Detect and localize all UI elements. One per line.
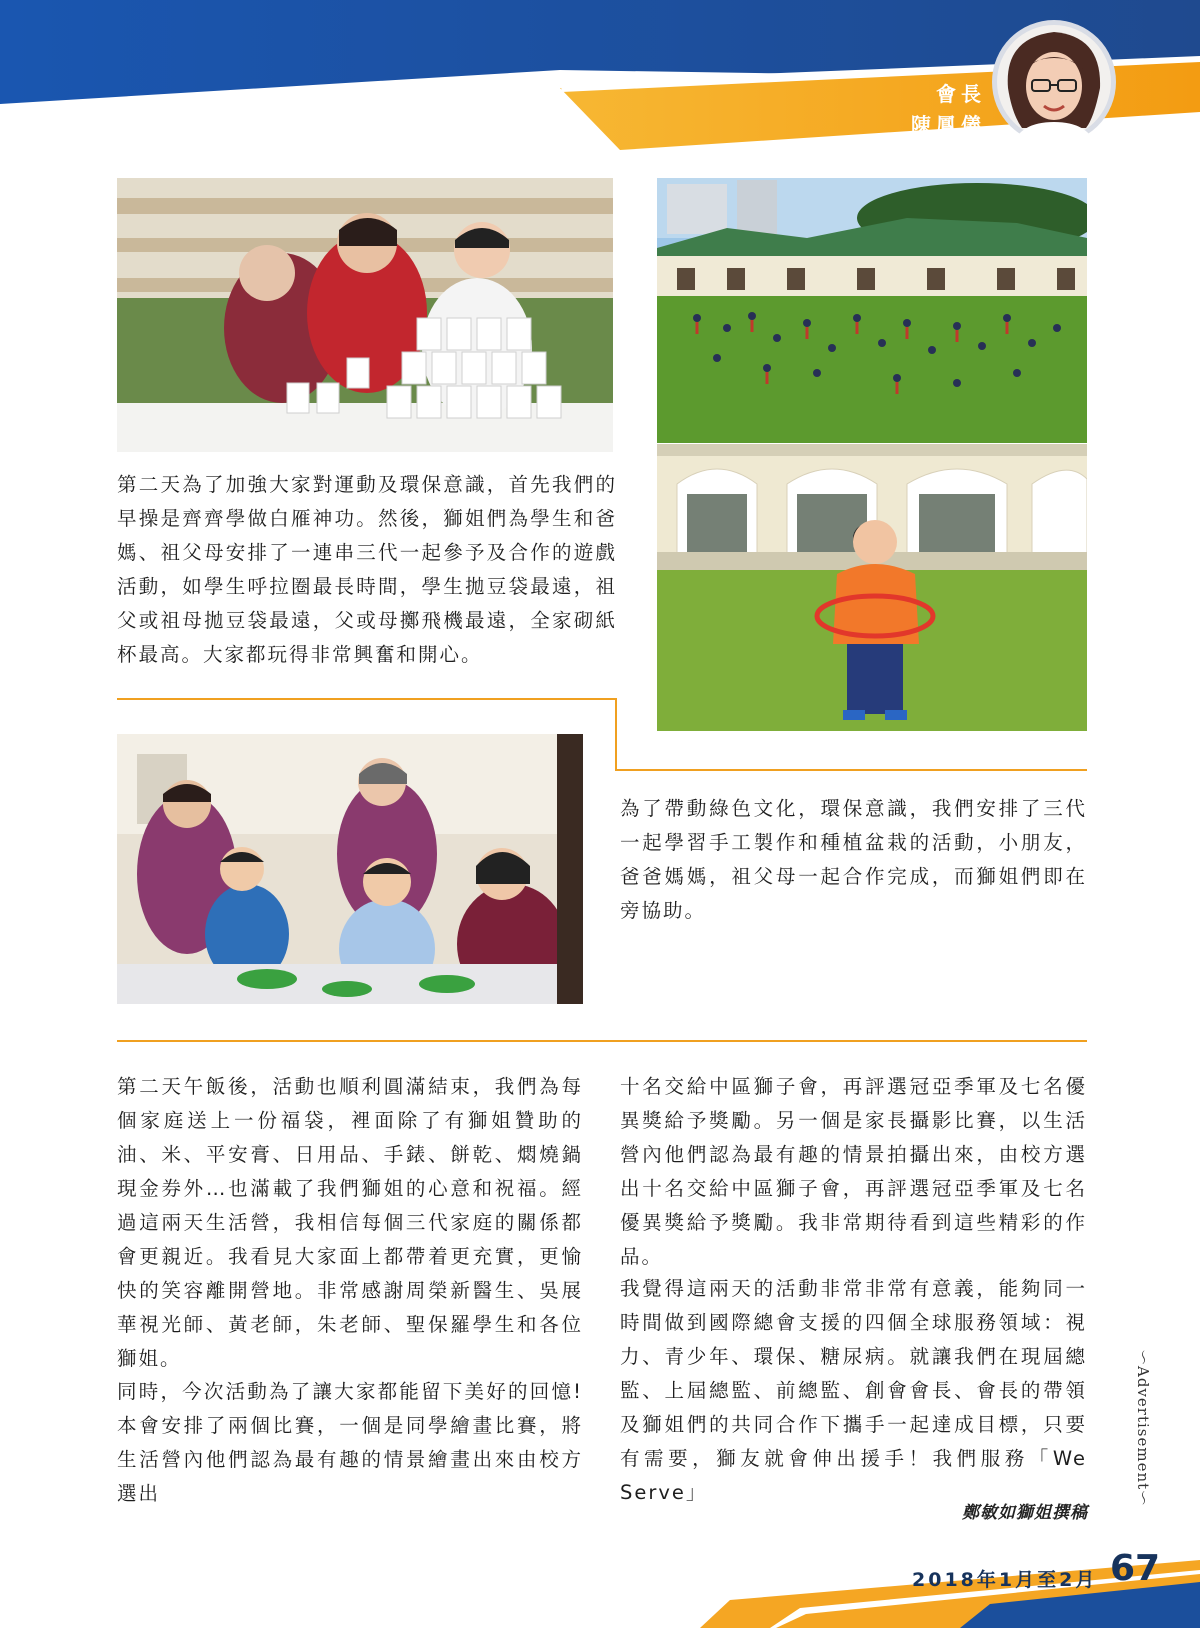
paragraph-closing-day: 第二天午飯後，活動也順利圓滿結束，我們為每個家庭送上一份福袋，裡面除了有獅姐贊助的油、米、平安膏、日用品、手錶、餅乾、燜燒鍋現金券外…也滿載了我們獅姐的心意和祝福。經過這兩天生活營，我相信每個三代家庭的關係都會更親近。我看見大家面上都帶着更充實，更愉快的笑容離開營地。非常感謝周榮新醫生、吳展華視光師、黃老師，朱老師、聖保羅學生和各位獅姐。 — [117, 1075, 583, 1370]
issue-date: 2018年1月至2月 — [912, 1569, 1098, 1591]
divider-line — [117, 698, 617, 700]
handicraft-activity-photo — [117, 734, 583, 1004]
person-name: 陳鳳儀 — [911, 113, 986, 137]
field-exercise-photo — [657, 178, 1087, 443]
paragraph-morning-activities: 第二天為了加強大家對運動及環保意識，首先我們的早操是齊齊學做白雁神功。然後，獅姐們為學生和爸媽、祖父母安排了一連串三代一起參予及合作的遊戲活動，如學生呼拉圈最長時間，學生拋豆袋最遠，祖父或祖母拋豆袋最遠，父或母擲飛機最遠，全家砌紙杯最高。大家都玩得非常興奮和開心。 — [117, 473, 617, 666]
hula-hoop-photo — [657, 444, 1087, 731]
portrait-photo — [990, 18, 1118, 146]
author-credit: 鄭敏如獅姐撰稿 — [962, 1503, 1088, 1523]
page-number: 67 — [1110, 1548, 1161, 1589]
divider-line — [615, 769, 1087, 771]
paragraph-competitions: 同時，今次活動為了讓大家都能留下美好的回憶!本會安排了兩個比賽，一個是同學繪畫比賽，將生活營內他們認為最有趣的情景繪畫出來由校方選出 — [117, 1380, 583, 1505]
connector-line — [615, 698, 617, 770]
advertisement-label: ～Advertisement～ — [1134, 1350, 1152, 1507]
paragraph-green-culture: 為了帶動綠色文化，環保意識，我們安排了三代一起學習手工製作和種植盆栽的活動，小朋友，爸爸媽媽，祖父母一起合作完成，而獅姐們即在旁協助。 — [620, 797, 1087, 922]
cup-stacking-photo — [117, 178, 613, 452]
role-title: 會長 — [936, 82, 986, 106]
section-divider — [117, 1040, 1087, 1042]
paragraph-competition-details: 十名交給中區獅子會，再評選冠亞季軍及七名優異獎給予獎勵。另一個是家長攝影比賽，以生活營內他們認為最有趣的情景拍攝出來，由校方選出十名交給中區獅子會，再評選冠亞季軍及七名優異獎給予獎勵。我非常期待看到這些精彩的作品。 — [620, 1075, 1087, 1268]
paragraph-reflection: 我覺得這兩天的活動非常非常有意義，能夠同一時間做到國際總會支援的四個全球服務領域：視力、青少年、環保、糖尿病。就讓我們在現屆總監、上屆總監、前總監、創會會長、會長的帶領及獅姐們的共同合作下攜手一起達成目標，只要有需要，獅友就會伸出援手！我們服務「We Serve」 — [620, 1277, 1087, 1504]
